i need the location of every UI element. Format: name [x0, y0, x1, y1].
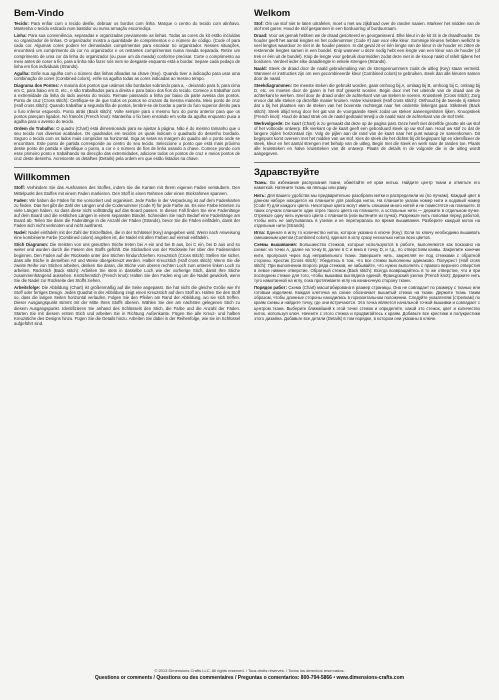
paragraph-text: Wir haben die Fäden für Sie vorsortiert und organisiert. Jede Farbe in der Verpackung ist auf dem Fadenkarten zu finden. Das Set gibt die Zahl der Längen und die Codenummer (Code #) für jede Farbe an. Es eine Farbe könnten zu viele Längen haben, so dass diese nicht vollständig auf das Board passen. In diesen Fall finden Sie eine Fadenlänge auf dem Board und die restlichen Längen in einem separaten Bündel. Schneiden Sie nach Bedarf eine Fadenlänge am Board ab. Teilen Sie dann die Fadenlänge in die Anzahl der Fäden (Strands), bevor Sie die Fäden einfädeln, damit der Faden sich nicht verknoten und nicht ausfranst. [14, 197, 240, 229]
instruction-sheet [14, 8, 486, 668]
paragraph-label: Werkvolgorde: [254, 120, 284, 126]
instruction-paragraph [254, 230, 480, 240]
instruction-paragraph [14, 83, 240, 124]
instruction-paragraph [254, 193, 480, 229]
instruction-paragraph [14, 33, 240, 69]
paragraph-label: Tecido: [14, 21, 29, 26]
paragraph-text: De kaart (Chart) is zo gemaakt dat deze op de pagina past. Deze heeft niet dezelfde grootte als uw stof of het voltooide ontwerp. Elk vierkant op de kaart geeft een geborduurd steek op uw stof aan. Houd uw stof zo dat de langere zijden horizontaal zijn. Volg de pijlen aan de rand van de kaart naar het punt waarop ze samenkomen. Dit beginpunt komt overeen met het midden van uw stof. Kies de steek die het dichtst bij dit beginpunt ligt en identificeer de steek, kleur en het aantal strengen met behulp van de uitleg. Begin met die steek en werk naar de randen toe. Plaats alle kruissteken en halve kruissteken van dit ontwerp. Plaats de details in de volgorde die in de uitleg wordt aangegeven. [254, 120, 480, 157]
paragraph-text: Nadel einfädeln mit der Zahl der Einzelfäden, die in der Schlüssel (Key) angegeben wird. Wenn nach Anweisung eine kombinierte Farbe (Combined colors) angeben ist, die Nadel mit allen Farben auf einmal einfädeln. [14, 230, 240, 241]
instruction-paragraph [14, 126, 240, 162]
left-column [14, 8, 240, 332]
instruction-paragraph [254, 33, 480, 64]
paragraph-text: Para sua conveniência, separadas e organizadas previamente as linhas. Todas as cores do kit estão incluídas no organizador de linhas. O organizador mostra a quantidade de comprimentos e o número de código. (Code of para cada cor. Algumas cores podem ter demasiados comprimentos para encaixar no organizador. Nesses situações, encontrará um comprimento da cor no organizador e os restantes comprimentos numa meada separada. Retire um comprimento de uma cor da linha do organizador (ou puxe um da meada) conforme precisar. Corte o comprimento ao meio antes de coser a fio, para a linha não fazer nós nem se desgaste enquanto está a bordar. Separe cada pedaço de linha em fios individuais (Strands). [14, 33, 240, 69]
section-portuguese [14, 8, 240, 161]
paragraph-label: Stich Diagramm: [14, 242, 49, 248]
instruction-paragraph [254, 21, 480, 31]
instruction-paragraph [254, 66, 480, 81]
instruction-paragraph [14, 230, 240, 240]
paragraph-label: Nadel: [14, 230, 27, 236]
paragraph-label: Linha: [14, 33, 27, 39]
instruction-paragraph [254, 180, 480, 190]
paragraph-label: Stoff: [14, 185, 26, 191]
paragraph-text: Om uw stof niet te laten uitrafelen, moet u met uw zijkdraad over de randen naaien. Markeer het midden van de stof met garen. Houd de stof gespannen in een borduurring of borduurraam. [254, 21, 480, 32]
paragraph-label: Порядок работ: [254, 285, 288, 291]
section-russian [254, 167, 480, 320]
paragraph-text: Во избежание распускания ткани, обметайте её края нитью. Найдите центр ткани и отметьте его наметкой. Натяните ткань на пяльцы или раму. [254, 180, 480, 191]
instruction-paragraph [254, 121, 480, 157]
paragraph-label: Stof: [254, 21, 264, 26]
section-title: Bem-Vindo [14, 8, 64, 19]
instruction-paragraph [14, 242, 240, 283]
instruction-paragraph [254, 83, 480, 119]
paragraph-label: Arbeitsfolge: [14, 285, 41, 291]
instruction-paragraph [254, 242, 480, 283]
instruction-paragraph [14, 198, 240, 229]
paragraph-text: Voor uw gemak hebben we de draad gesorteerd en georganiseerd. Elke kleur in de kit zit in de draadhouder. De houder geeft het aantal lengtes en het codenummer (Code #) aan voor elke kleur. Sommige kleuren hebben wellicht te veel lengtes waardoor ze niet in de houder passen. In dat geval zit er één lengte van de kleur in de houder en zitten de resterende lengtes samen in een bundel. Knip wanneer u deze nodig hebt een lengte van een kleur van de houder (of trek er één uit de bundel). Knip de lengte voor gebruik doormidden zodat deze niet in de knoop raakt of rafelt tijdens het borduren. Verdeel ieder elke draadlengte in enkele strengen (Strands). [254, 33, 480, 64]
paragraph-label: Игла: [254, 230, 266, 236]
section-german [14, 172, 240, 325]
paragraph-text: Para enfiar com o tecido desfie, debruar os bordos com linha. Marque o centro do tecido com alinhavo. Mantenha o tecido esticado num bastidor ou numa armação escorrediça. [14, 21, 240, 32]
paragraph-label: Faden: [14, 197, 28, 203]
paragraph-text: De meeste steken die gebruikt worden, gaan omhoog bij A, omlaag bij B, omhoog bij C, omlaag bij D, etc. en moeten door de garen in het stof gewerkt worden. Begin door met het uiteinde van de draad aan de achterkant te werken. Snel door de draad onder de achterkant van uw steken te voeren. Kruissteek (Cross stitch): Zorg ervoor dat alle steken op dezelfde manier kruisen. Halve kruissteek (Half cross stitch): Onthoud bij de tweede rij steken dat u bij het plaatsen van de steken van het bovenste rechtergat naar het onderste linkergat gaat. Stiksteek (Back stitch): Steek altijd terug door het gat van de voorgaande steek zodat uw steken aaneengesloten lijken. Knoopsteek (French knot): Houd de draad strak om de naald gedraaid terwijl u de naald naar de achterkant van de stof trekt. [254, 83, 480, 119]
section-title: Welkom [254, 8, 291, 19]
copyright-notice: © 2013 Dimensions Crafts LLC. All rights reserved. / Tous droits réservés. / Todos los derechos reservados. [154, 668, 345, 673]
paragraph-label: Схемы вышивания: [254, 242, 298, 248]
section-divider [14, 167, 240, 168]
paragraph-text: O quadro (Chart) está dimensionado para se ajustar à página. Não é do mesmo tamanho que o seu tecido nos diversos acabados. Os quadrados em tecidos os quais indicam o quadrado do desenho bordado. Seguro o tecido com os lados mais compridos na horizontal. Siga as setas na margem do quadro até o ponto onde se encontram. Este ponto de partida corresponde ao centro do seu tecido. Seleccione o ponto que está mais próximo desse ponto de partida e identifique o ponto, a cor e o número de fios de linha usando a chave. Comece pondo com esse primeiro ponto e trabalhando na direcção das extremidades, adicione todos os pontos de cruz e meios pontos de cruz deste desenho. Acrescente os detalhes (Details) pela ordem em que estão listados na chave. [14, 125, 240, 162]
paragraph-text: Схема (Chart) масштабирована в размер страницы. Она не совпадает по размеру с тканью или готовым изделием. Каждая клеточка на схеме обозначает вышитый стежок на ткани. Держите ткань таким образом, чтобы длинные стороны находились в горизонтальном положении. Следуйте указателям (стрелкам) по краям схемы и найдите точку, где они встречаются. Эта точка является начальной точкой вышивки и совпадает с центром ткани. Выберите ближайший к этой точке стежок и определите, какой это стежок, цвет и количество ниток, используя ключ. Начните с этого стежка и продвигайтесь к краям. Добавьте все крестики и полукрестики этого дизайна. Добавьте все детали (Details) в том порядке, в котором они указаны в ключе. [254, 285, 480, 321]
paragraph-text: Verhindern Sie das Ausfransen des Stoffes, indem Sie die Kanten mit Ihrem eigenen Faden versäubern. Den Mittelpunkt des Stoffes mit einem Faden markieren. Den Stoff in einen Rahmen oder einen Stickrahmen spannen. [14, 185, 240, 196]
paragraph-text: Вденьте в иглу то количество ниток, которое указано в ключе (Key). Если по ключу необходимо вышивать смешанным цветом (Combined colors), вденьте в иглу сразу несколько ниток всех цветов. [254, 230, 480, 241]
paragraph-label: Ordem do Trabalho: [14, 125, 55, 131]
paragraph-text: Большинство стежков, которые используются в работе, выполняются как показано на схеме: из точки A, далее на точку B, далее в C и вниз в точку D, и т.д., по отверстиям канвы. Закрепите конечик нити, пропуская через под неправильного ткани. Завершите нить, закрепляя ее под стежками с обратной стороны. Крестик (Cross stitch): Убедитесь в том, что все стежки выполнены одинаково. Полукрест (Half cross stitch): При выполнении второго ряда стежков, не забывайте, что нужно выполнять с правого верхнего отверстия в левое нижнее отверстие. Обратный стежок (Back stitch): Всегда возвращайтесь в то же отверстие, что и при последнем стежке для того, чтобы вышивка выглядела единой. Французский узелок (French knot): Держите нить туго намотанной на иглу, пока протягиваете иглу на изнаночную сторону ткани. [254, 242, 481, 284]
paragraph-label: Agulha: [14, 70, 30, 76]
paragraph-label: Ткань: [254, 180, 268, 186]
paragraph-label: Diagrama dos Pontos: [14, 83, 60, 89]
paragraph-text: A maioria dos pontos que usámos são bordados sobrando para a, - deixando para b, para cima em C, para baixo em D, etc., e são trabalhados para a direita e para baixo dos fios do tecido. Comece a trabalhar com a extremidade da linha do lado avesso do tecido. Remate passando a linha por baixo da parte avessa dos pontos. Ponto de cruz (Cross stitch): Certifique-se de que todos os pontos se cruzam da mesma maneira. Meio ponto de cruz (Half cross stitch): Quando trabalhar a segunda fila de pontos, lembre-se de bordar a partir do furo superior direito para o furo inferior esquerdo. Ponto atrás (Back stitch): Volte sempre para o mesmo furo do ponto anterior para que os pontos pareçam ligados. Nó francês (French knot): Mantenha o fio bem enrolado em volta da agulha enquanto puxa a agulha para o avesso do tecido. [14, 83, 240, 124]
paragraph-label: Draad: [254, 33, 268, 39]
paragraph-text: Enfie sua agulha com o número das linhas afixadas na chave (Key). Quando tiver a indicação para usar uma combinação de cores (Combined colors), enfie na agulha todas as cores indicadas ao mesmo tempo. [14, 70, 240, 81]
section-divider [254, 162, 480, 163]
paragraph-text: Steek de draad door de naald gebruikmaking van de strengennummers zoals de uitleg (Key) staan vermeld. Wanneer er instructies zijn om een gecombineerde kleur (Combined colors) te gebruiken, steek dan alle kleuren samen door de naald. [254, 65, 481, 81]
instruction-paragraph [14, 285, 240, 326]
section-title: Здравствуйте [254, 167, 320, 179]
instruction-paragraph [14, 185, 240, 195]
paragraph-label: Naald: [254, 65, 267, 71]
instruction-paragraph [14, 21, 240, 31]
paragraph-text: Die Abbildung (Chart) ist größenmäßig auf die Seite angepasst. Sie hat nicht die gleiche Größe wie Ihr Stoff oder fertiges Design. Jedes Quadrat in der Abbildung zeigt einen Kreuzstich auf dem Stoff an. Halten Sie den Stoff so, dass die langen Seiten horizontal verlaufen. Folgen Sie den Pfeilen am Rand der Abbildung, wo sie sich treffen. Dieser Ausgangspunkt stimmt mit der Mitte Ihres Stoffs überein. Wählen Sie den am nächsten gelegenen Stich zu diesem Ausgangspunkt. Identifizieren Sie anhand des Schlüssels den Stich, die Farbe und die Anzahl der Fäden. Starten Sie mit diesem ersten Stich und arbeiten Sie in Richtung Außenkante. Fügen Sie alle Kreuz- und halben Kreuzstiche des Designs hinzu. Fügen Sie die Details hinzu. Arbeiten Sie dabei in der Reihenfolge, wie sie im Schlüssel aufgeführt sind. [14, 285, 241, 326]
paragraph-label: Нить: [254, 192, 266, 198]
section-title: Willkommen [14, 172, 70, 184]
section-dutch [254, 8, 480, 156]
right-column [254, 8, 480, 327]
instruction-paragraph [254, 285, 480, 321]
paragraph-text: Die meisten von uns genutzten Stiche treten bei A ein und bei B aus, bei C ein, bei D aus und so weiter und wurden durch die Fasern des Stoffs gefühlt. Die Stickarbeit von der Rückseite her über den Fadenenden beginnen. Den Faden auf der Rückseite unter den Stichen hindurchziehen. Kreuzstich (Cross stitch): Stellen Sie sicher, dass alle Stiche in derselben Art und Weise übergekreuzt werden. Halber Kreuzstich (Half cross stitch): Wenn Sie die zweite Reihe von Stichen arbeiten, denken Sie daran, die Stiche vom oberen rechten Loch zum unteren linken Loch zu arbeiten. Rückstich (Back stitch): Arbeiten Sie stets in dasselbe Loch wie der vorherige Stich, damit Ihre Stiche zusammenhängend aussehen. Knötchenstich (French knot): Halten Sie den Faden eng um die Nadel gewickelt, wenn Sie die Nadel zur Rückseite des Stoffs ziehen. [14, 242, 240, 284]
contact-line: Questions or comments / Questions ou des commentaires / Preguntas o comentarios: 800-794-5866 • www.dimensions-crafts.com [94, 675, 405, 681]
paragraph-label: Steekdiagrammen: [254, 83, 293, 89]
paragraph-text: Для вашего удобства мы предварительно разобрали нитки и распределили их (по пучкам). Каждый цвет в данном наборе находится на планшете для разбора ниток. На планшете указан номер нити и кодовый номер (Code #) для каждого цвета. Некоторые цвета могут иметь слишком много нитей и не поместятся на планшете. В таких случаях планшете один отрез такого цвета на планшете, а остальные нити — держите в отдельном пучке. Отрежьте одну нить нужного цвета с планшета (или вытяните из пучка). Разрежьте нить пополам перед работой, чтобы нить не запутывалась в узелки и не перетиралась во время вышивания. Разберите каждый моток на отдельные нити (Strands). [254, 192, 480, 229]
instruction-paragraph [14, 71, 240, 81]
page-footer [0, 668, 499, 681]
